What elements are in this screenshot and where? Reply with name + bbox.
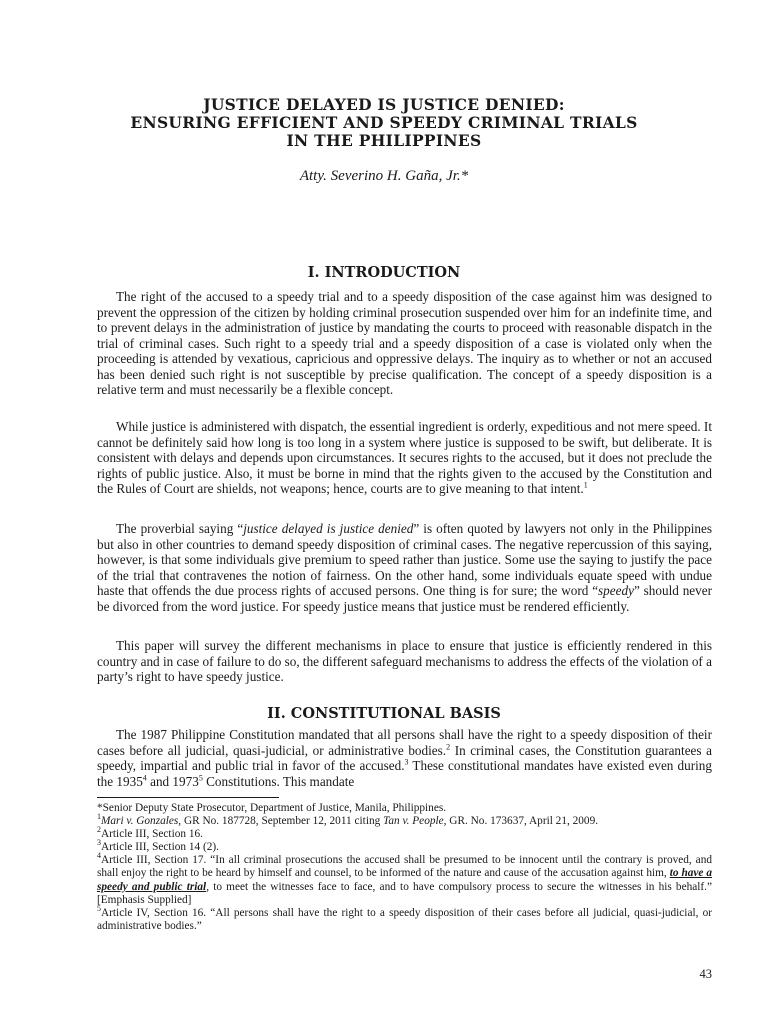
title-line-1: JUSTICE DELAYED IS JUSTICE DENIED: [203,95,565,114]
section-heading-introduction: I. INTRODUCTION [307,264,461,281]
intro-paragraph-4: This paper will survey the different mechanisms in place to ensure that justice is efficiently rendered in this country and in case of failure to do so, the different safeguard mechanisms to address the effects of the violation of a party’s right to have speedy justice. [97,638,712,684]
paper-title [0,96,768,150]
footnote-3: $^3$Article III, Section 14 (2). [97,838,219,854]
page-number: 43 [699,967,712,981]
footnote-1: $^1$Mari v. Gonzales, GR No. 187728, September 12, 2011 citing Tan v. People, GR. No. 173637, April 21, 2009. [97,812,599,828]
footnote-divider [97,797,279,798]
footnote-2: $^2$Article III, Section 16. [97,825,203,841]
section-heading-constitutional-basis: II. CONSTITUTIONAL BASIS [267,705,501,722]
constitutional-paragraph-1: The 1987 Philippine Constitution mandated that all persons shall have the right to a speedy disposition of their cases before all judicial, quasi-judicial, or administrative bodies.$^2$ In criminal cases, the Constitution guarantees a speedy, impartial and public trial in favor of the accused.$^3$ These constitutional mandates have existed even during the 1935$^4$ and 1973$^5$ Constitutions. This mandate [97,727,713,789]
intro-paragraph-3: The proverbial saying “justice delayed is justice denied” is often quoted by lawyers not only in the Philippines but also in other countries to demand speedy disposition of criminal cases. The negative repercussion of this saying, however, is that some individuals give premium to speed rather than justice. Some use the saying to justify the pace of the trial that contravenes the notion of fairness. On the other hand, some individuals equate speed with undue haste that offends the due process rights of accused persons. One thing is for sure; the word “speedy” should never be divorced from the word justice. For speedy justice means that justice must be rendered efficiently. [97,521,712,614]
title-line-3: IN THE PHILIPPINES [286,131,482,150]
footnote-ref-5[interactable]: 5 [198,773,203,783]
title-line-2: ENSURING EFFICIENT AND SPEEDY CRIMINAL TRIALS [130,113,638,132]
intro-paragraph-2: While justice is administered with dispatch, the essential ingredient is orderly, expeditious and not mere speed. It cannot be definitely said how long is too long in a system where justice is supposed to be swift, but deliberate. It is consistent with delays and depends upon circumstances. It secures rights to the accused, but it does not preclude the rights of public justice. Also, it must be borne in mind that the rights given to the accused by the Constitution and the Rules of Court are shields, not weapons; hence, courts are to give meaning to that intent.$^1$ [97,419,712,496]
footnote-ref-1[interactable]: 1 [583,480,588,490]
footnote-ref-3[interactable]: 3 [404,757,409,767]
footnotes [97,802,712,933]
footnote-author: *Senior Deputy State Prosecutor, Department of Justice, Manila, Philippines. [97,802,447,814]
footnote-ref-2[interactable]: 2 [446,742,451,752]
footnote-ref-4[interactable]: 4 [142,773,147,783]
author-line: Atty. Severino H. Gaña, Jr.* [299,168,469,184]
footnote-4: $^4$Article III, Section 17. “In all criminal prosecutions the accused shall be presumed to be innocent until the contrary is proved, and shall enjoy the right to be heard by himself and counsel, to be informed of the nature and cause of the accusation against him, to have a speedy and public trial, to meet the witnesses face to face, and to have compulsory process to secure the witnesses in his behalf.” [Emphasis Supplied] [97,851,712,906]
intro-paragraph-1: The right of the accused to a speedy trial and to a speedy disposition of the case against him was designed to prevent the oppression of the citizen by holding criminal prosecution suspended over him for an indefinite time, and to prevent delays in the administration of justice by mandating the courts to proceed with reasonable dispatch in the trial of criminal cases. Such right to a speedy trial and a speedy disposition of a case is violated only when the proceeding is attended by vexatious, capricious and oppressive delays. The inquiry as to whether or not an accused has been denied such right is not susceptible by precise qualification. The concept of a speedy disposition is a relative term and must necessarily be a flexible concept. [97,289,712,397]
footnote-5: $^5$Article IV, Section 16. “All persons shall have the right to a speedy disposition of their cases before all judicial, quasi-judicial, or administrative bodies.” [97,903,712,932]
